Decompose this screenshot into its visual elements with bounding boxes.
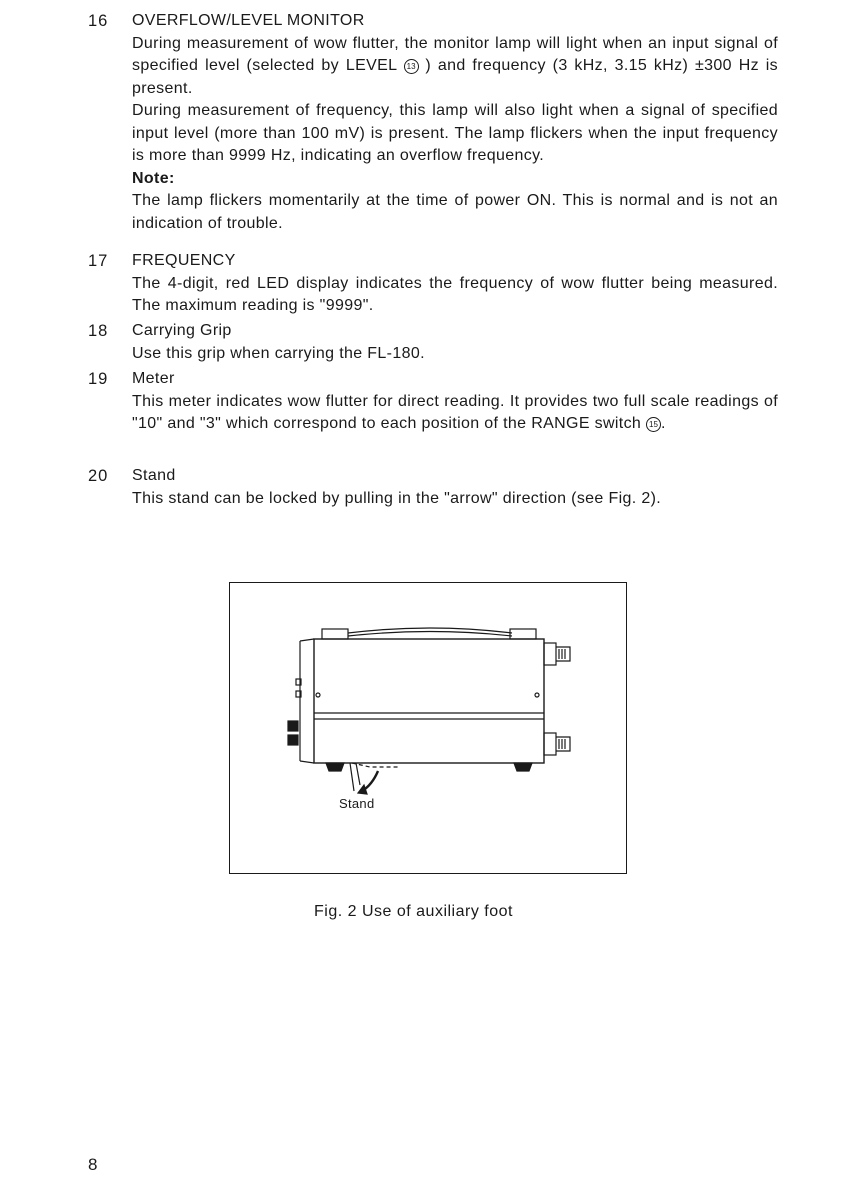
circled-reference: 15 <box>646 417 661 432</box>
figure-2-box <box>229 582 627 874</box>
section-heading: Stand <box>132 467 176 484</box>
section-18 <box>88 320 778 365</box>
section-heading: OVERFLOW/LEVEL MONITOR <box>132 12 365 29</box>
device-side-view-drawing <box>230 583 626 873</box>
section-heading: Carrying Grip <box>132 322 232 339</box>
paragraph: The 4-digit, red LED display indicates the frequency of wow flutter being measured. The maximum reading is "9999". <box>132 274 778 314</box>
paragraph: During measurement of wow flutter, the monitor lamp will light when an input signal of specified level (selected by LEVEL 13 ) and frequency (3 kHz, 3.15 kHz) ±300 Hz is present. <box>132 34 778 97</box>
paragraph: This meter indicates wow flutter for direct reading. It provides two full scale readings of "10" and "3" which correspond to each position of the RANGE switch 15 . <box>132 392 778 432</box>
stand-label: Stand <box>339 796 375 811</box>
section-17 <box>88 250 778 318</box>
paragraph: This stand can be locked by pulling in the "arrow" direction (see Fig. 2). <box>132 489 662 507</box>
section-16 <box>88 10 778 235</box>
paragraph: Use this grip when carrying the FL-180. <box>132 344 425 362</box>
paragraph: During measurement of frequency, this lamp will also light when a signal of specified input level (more than 100 mV) is present. The lamp flickers when the input frequency is more than 9999 Hz, indicating an overflow frequency. <box>132 102 778 164</box>
section-heading: Meter <box>132 370 175 387</box>
section-19 <box>88 368 778 436</box>
figure-caption: Fig. 2 Use of auxiliary foot <box>314 903 513 920</box>
section-20 <box>88 465 778 510</box>
section-heading: FREQUENCY <box>132 252 236 269</box>
section-number: 20 <box>88 467 109 485</box>
section-number: 19 <box>88 370 109 388</box>
section-number: 16 <box>88 12 109 30</box>
circled-reference: 13 <box>404 59 419 74</box>
section-number: 17 <box>88 252 109 270</box>
section-number: 18 <box>88 322 109 340</box>
note-text: The lamp flickers momentarily at the time of power ON. This is normal and is not an indication of trouble. <box>132 192 778 232</box>
note-label: Note: <box>132 169 175 187</box>
page-number: 8 <box>88 1155 98 1174</box>
